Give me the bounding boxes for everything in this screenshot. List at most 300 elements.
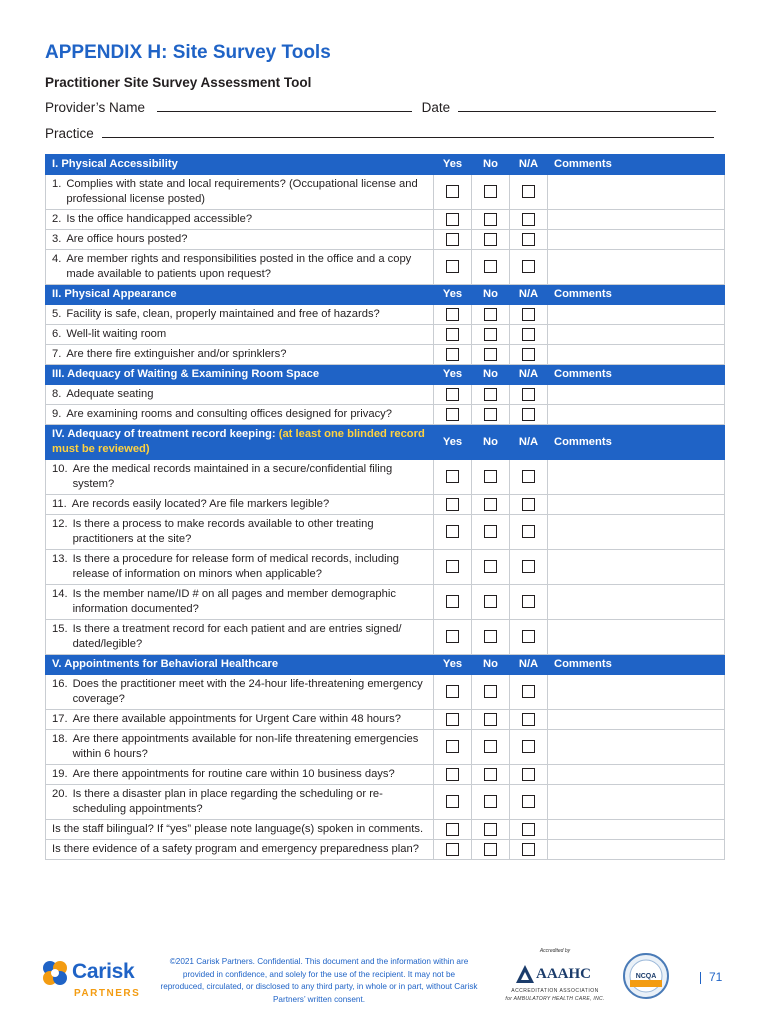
yes-checkbox[interactable] — [446, 795, 459, 808]
na-checkbox[interactable] — [522, 630, 535, 643]
question-row — [46, 730, 725, 765]
question-cell — [46, 460, 434, 495]
question-cell — [46, 345, 434, 365]
yes-checkbox[interactable] — [446, 560, 459, 573]
yes-checkbox[interactable] — [446, 328, 459, 341]
question-cell — [46, 840, 434, 860]
question-number: 10. — [52, 463, 68, 475]
question-text: Is there a procedure for release form of medical records, including release of information on minors when applicable? — [72, 553, 400, 580]
answer-cell-na — [510, 345, 548, 365]
column-header-no: No — [472, 655, 510, 675]
column-header-na: N/A — [510, 155, 548, 175]
answer-cell-yes — [434, 515, 472, 550]
date-field[interactable] — [458, 100, 716, 112]
answer-cell-na — [510, 585, 548, 620]
answer-cell-yes — [434, 765, 472, 785]
question-text: Are records easily located? Are file markers legible? — [71, 498, 330, 510]
yes-checkbox[interactable] — [446, 388, 459, 401]
answer-cell-na — [510, 515, 548, 550]
comments-cell[interactable] — [548, 345, 725, 365]
na-checkbox[interactable] — [522, 260, 535, 273]
section-title — [46, 655, 434, 675]
question-row — [46, 325, 725, 345]
answer-cell-yes — [434, 820, 472, 840]
comments-cell[interactable] — [548, 325, 725, 345]
answer-cell-no — [472, 820, 510, 840]
no-checkbox[interactable] — [484, 713, 497, 726]
question-row — [46, 305, 725, 325]
section-title-text: III. Adequacy of Waiting & Examining Room Space — [52, 368, 320, 380]
yes-checkbox[interactable] — [446, 308, 459, 321]
yes-checkbox[interactable] — [446, 348, 459, 361]
no-checkbox[interactable] — [484, 233, 497, 246]
question-number: 9. — [52, 408, 62, 420]
question-row — [46, 210, 725, 230]
section-header — [46, 425, 725, 460]
comments-cell[interactable] — [548, 305, 725, 325]
answer-cell-yes — [434, 210, 472, 230]
answer-cell-no — [472, 345, 510, 365]
question-text: Are there available appointments for Urgent Care within 48 hours? — [72, 713, 401, 725]
no-checkbox[interactable] — [484, 260, 497, 273]
carisk-logo-word: Carisk — [72, 960, 135, 983]
question-row — [46, 585, 725, 620]
column-header-comments: Comments — [548, 365, 725, 385]
question-number: 6. — [52, 328, 62, 340]
question-cell — [46, 175, 434, 210]
question-cell — [46, 820, 434, 840]
question-text: Is there a process to make records available to other treating practitioners at the site? — [72, 518, 374, 545]
question-text: Are there appointments for routine care within 10 business days? — [72, 768, 395, 780]
question-row — [46, 820, 725, 840]
section-title — [46, 155, 434, 175]
answer-cell-yes — [434, 230, 472, 250]
answer-cell-yes — [434, 675, 472, 710]
practice-field[interactable] — [102, 126, 714, 138]
question-row — [46, 620, 725, 655]
comments-cell[interactable] — [548, 585, 725, 620]
no-checkbox[interactable] — [484, 328, 497, 341]
answer-cell-no — [472, 175, 510, 210]
question-row — [46, 230, 725, 250]
na-checkbox[interactable] — [522, 470, 535, 483]
answer-cell-na — [510, 495, 548, 515]
comments-cell[interactable] — [548, 710, 725, 730]
na-checkbox[interactable] — [522, 498, 535, 511]
yes-checkbox[interactable] — [446, 823, 459, 836]
no-checkbox[interactable] — [484, 768, 497, 781]
section-header — [46, 365, 725, 385]
yes-checkbox[interactable] — [446, 260, 459, 273]
question-number: 5. — [52, 308, 62, 320]
no-checkbox[interactable] — [484, 823, 497, 836]
no-checkbox[interactable] — [484, 740, 497, 753]
answer-cell-na — [510, 210, 548, 230]
question-number: 20. — [52, 788, 68, 800]
question-text: Complies with state and local requirements? (Occupational license and professional license posted) — [66, 178, 418, 205]
practice-line — [45, 126, 714, 141]
answer-cell-na — [510, 840, 548, 860]
answer-cell-no — [472, 385, 510, 405]
question-number: 17. — [52, 713, 68, 725]
yes-checkbox[interactable] — [446, 768, 459, 781]
footer — [0, 940, 770, 1024]
column-header-no: No — [472, 155, 510, 175]
na-checkbox[interactable] — [522, 525, 535, 538]
no-checkbox[interactable] — [484, 685, 497, 698]
no-checkbox[interactable] — [484, 408, 497, 421]
na-checkbox[interactable] — [522, 560, 535, 573]
na-checkbox[interactable] — [522, 823, 535, 836]
no-checkbox[interactable] — [484, 525, 497, 538]
aaahc-accredited-label: Accredited by — [539, 948, 571, 954]
question-cell — [46, 675, 434, 710]
answer-cell-yes — [434, 585, 472, 620]
section-title-text: I. Physical Accessibility — [52, 158, 178, 170]
answer-cell-no — [472, 230, 510, 250]
comments-cell[interactable] — [548, 730, 725, 765]
comments-cell[interactable] — [548, 620, 725, 655]
provider-name-label: Provider’s Name — [45, 100, 146, 115]
question-text: Is the office handicapped accessible? — [66, 213, 253, 225]
answer-cell-na — [510, 325, 548, 345]
yes-checkbox[interactable] — [446, 740, 459, 753]
answer-cell-no — [472, 785, 510, 820]
yes-checkbox[interactable] — [446, 843, 459, 856]
answer-cell-na — [510, 730, 548, 765]
question-cell — [46, 250, 434, 285]
aaahc-logo — [500, 948, 610, 1010]
section-title — [46, 365, 434, 385]
answer-cell-yes — [434, 325, 472, 345]
answer-cell-no — [472, 550, 510, 585]
answer-cell-yes — [434, 305, 472, 325]
answer-cell-no — [472, 585, 510, 620]
column-header-no: No — [472, 425, 510, 460]
question-number: 14. — [52, 588, 68, 600]
section-header — [46, 655, 725, 675]
question-row — [46, 515, 725, 550]
answer-cell-no — [472, 620, 510, 655]
question-row — [46, 460, 725, 495]
answer-cell-na — [510, 765, 548, 785]
comments-cell[interactable] — [548, 515, 725, 550]
answer-cell-yes — [434, 620, 472, 655]
answer-cell-yes — [434, 785, 472, 820]
answer-cell-yes — [434, 250, 472, 285]
column-header-comments: Comments — [548, 655, 725, 675]
question-text: Are office hours posted? — [66, 233, 188, 245]
page-number-divider — [700, 972, 701, 984]
yes-checkbox[interactable] — [446, 498, 459, 511]
comments-cell[interactable] — [548, 175, 725, 210]
answer-cell-no — [472, 765, 510, 785]
na-checkbox[interactable] — [522, 740, 535, 753]
column-header-na: N/A — [510, 365, 548, 385]
ncqa-text: NCQA — [635, 973, 657, 980]
answer-cell-no — [472, 250, 510, 285]
question-text: Are there appointments available for non-life threatening emergencies within 6 hours? — [72, 733, 419, 760]
no-checkbox[interactable] — [484, 595, 497, 608]
question-row — [46, 765, 725, 785]
answer-cell-na — [510, 175, 548, 210]
yes-checkbox[interactable] — [446, 213, 459, 226]
question-row — [46, 495, 725, 515]
comments-cell[interactable] — [548, 550, 725, 585]
page-number-value: 71 — [709, 970, 723, 984]
answer-cell-na — [510, 305, 548, 325]
column-header-yes: Yes — [434, 365, 472, 385]
question-cell — [46, 550, 434, 585]
question-cell — [46, 325, 434, 345]
question-text: Well-lit waiting room — [66, 328, 167, 340]
question-text: Are there fire extinguisher and/or sprinklers? — [66, 348, 287, 360]
question-row — [46, 175, 725, 210]
na-checkbox[interactable] — [522, 185, 535, 198]
answer-cell-yes — [434, 460, 472, 495]
na-checkbox[interactable] — [522, 795, 535, 808]
answer-cell-no — [472, 405, 510, 425]
question-cell — [46, 385, 434, 405]
ncqa-seal — [622, 950, 670, 1006]
yes-checkbox[interactable] — [446, 470, 459, 483]
question-cell — [46, 495, 434, 515]
question-cell — [46, 620, 434, 655]
form-subtitle: Practitioner Site Survey Assessment Tool — [45, 75, 312, 90]
na-checkbox[interactable] — [522, 685, 535, 698]
answer-cell-no — [472, 515, 510, 550]
no-checkbox[interactable] — [484, 470, 497, 483]
answer-cell-yes — [434, 405, 472, 425]
question-number: 4. — [52, 253, 62, 265]
answer-cell-yes — [434, 840, 472, 860]
no-checkbox[interactable] — [484, 213, 497, 226]
na-checkbox[interactable] — [522, 843, 535, 856]
question-number: 19. — [52, 768, 68, 780]
na-checkbox[interactable] — [522, 388, 535, 401]
section-title — [46, 425, 434, 460]
question-row — [46, 345, 725, 365]
comments-cell[interactable] — [548, 820, 725, 840]
question-number: 2. — [52, 213, 62, 225]
column-header-yes: Yes — [434, 285, 472, 305]
question-cell — [46, 710, 434, 730]
section-header — [46, 155, 725, 175]
page-number — [700, 970, 722, 984]
no-checkbox[interactable] — [484, 388, 497, 401]
na-checkbox[interactable] — [522, 595, 535, 608]
answer-cell-na — [510, 620, 548, 655]
column-header-no: No — [472, 365, 510, 385]
question-cell — [46, 730, 434, 765]
answer-cell-na — [510, 820, 548, 840]
question-text: Are the medical records maintained in a secure/confidential filing system? — [72, 463, 393, 490]
question-cell — [46, 585, 434, 620]
question-row — [46, 550, 725, 585]
question-row — [46, 785, 725, 820]
comments-cell[interactable] — [548, 675, 725, 710]
answer-cell-na — [510, 785, 548, 820]
answer-cell-no — [472, 210, 510, 230]
yes-checkbox[interactable] — [446, 408, 459, 421]
yes-checkbox[interactable] — [446, 595, 459, 608]
practice-label: Practice — [45, 126, 94, 141]
na-checkbox[interactable] — [522, 328, 535, 341]
question-number: 16. — [52, 678, 68, 690]
question-cell — [46, 405, 434, 425]
no-checkbox[interactable] — [484, 843, 497, 856]
column-header-yes: Yes — [434, 425, 472, 460]
column-header-comments: Comments — [548, 285, 725, 305]
section-title-text: IV. Adequacy of treatment record keeping: — [52, 428, 276, 440]
na-checkbox[interactable] — [522, 768, 535, 781]
provider-date-line — [45, 100, 716, 115]
comments-cell[interactable] — [548, 840, 725, 860]
question-number: 15. — [52, 623, 68, 635]
answer-cell-yes — [434, 175, 472, 210]
answer-cell-yes — [434, 385, 472, 405]
answer-cell-no — [472, 840, 510, 860]
column-header-no: No — [472, 285, 510, 305]
na-checkbox[interactable] — [522, 233, 535, 246]
answer-cell-yes — [434, 550, 472, 585]
column-header-comments: Comments — [548, 425, 725, 460]
answer-cell-yes — [434, 730, 472, 765]
column-header-na: N/A — [510, 425, 548, 460]
na-checkbox[interactable] — [522, 713, 535, 726]
survey-table — [45, 154, 725, 860]
answer-cell-yes — [434, 710, 472, 730]
section-title — [46, 285, 434, 305]
carisk-logo-icon — [40, 958, 70, 988]
aaahc-triangle-icon — [515, 964, 535, 984]
aaahc-line2: for AMBULATORY HEALTH CARE, INC. — [505, 996, 605, 1002]
answer-cell-na — [510, 250, 548, 285]
question-number: 8. — [52, 388, 62, 400]
answer-cell-no — [472, 730, 510, 765]
answer-cell-no — [472, 675, 510, 710]
question-row — [46, 675, 725, 710]
answer-cell-na — [510, 710, 548, 730]
na-checkbox[interactable] — [522, 213, 535, 226]
question-cell — [46, 765, 434, 785]
question-text: Adequate seating — [66, 388, 154, 400]
question-cell — [46, 785, 434, 820]
section-title-text: II. Physical Appearance — [52, 288, 177, 300]
no-checkbox[interactable] — [484, 308, 497, 321]
question-row — [46, 840, 725, 860]
section-title-text: V. Appointments for Behavioral Healthcare — [52, 658, 279, 670]
yes-checkbox[interactable] — [446, 525, 459, 538]
answer-cell-na — [510, 385, 548, 405]
column-header-comments: Comments — [548, 155, 725, 175]
aaahc-line1: ACCREDITATION ASSOCIATION — [511, 988, 599, 994]
comments-cell[interactable] — [548, 495, 725, 515]
no-checkbox[interactable] — [484, 630, 497, 643]
question-number: 18. — [52, 733, 68, 745]
confidential-notice: ©2021 Carisk Partners. Confidential. This document and the information within are provided in confidence, and solely for the use of the recipient. It may not be reproduced, circulated, or disclosed to any third party, in whole or in part, without Carisk Partners’ written consent. — [160, 957, 478, 1004]
question-number: 7. — [52, 348, 62, 360]
yes-checkbox[interactable] — [446, 630, 459, 643]
no-checkbox[interactable] — [484, 560, 497, 573]
no-checkbox[interactable] — [484, 185, 497, 198]
comments-cell[interactable] — [548, 230, 725, 250]
yes-checkbox[interactable] — [446, 233, 459, 246]
na-checkbox[interactable] — [522, 348, 535, 361]
aaahc-name: AAAHC — [536, 966, 591, 982]
question-number: 11. — [52, 498, 67, 510]
question-text: Is there evidence of a safety program and emergency preparedness plan? — [52, 843, 419, 855]
answer-cell-no — [472, 495, 510, 515]
answer-cell-no — [472, 460, 510, 495]
no-checkbox[interactable] — [484, 795, 497, 808]
question-text: Is the member name/ID # on all pages and member demographic information documented? — [72, 588, 396, 615]
column-header-yes: Yes — [434, 655, 472, 675]
date-label: Date — [421, 100, 451, 115]
answer-cell-no — [472, 710, 510, 730]
question-row — [46, 710, 725, 730]
yes-checkbox[interactable] — [446, 685, 459, 698]
yes-checkbox[interactable] — [446, 185, 459, 198]
comments-cell[interactable] — [548, 785, 725, 820]
question-row — [46, 250, 725, 285]
carisk-logo — [40, 958, 150, 998]
provider-name-field[interactable] — [157, 100, 412, 112]
column-header-na: N/A — [510, 655, 548, 675]
answer-cell-na — [510, 550, 548, 585]
question-text: Is the staff bilingual? If “yes” please note language(s) spoken in comments. — [52, 823, 424, 835]
question-row — [46, 405, 725, 425]
question-number: 1. — [52, 178, 62, 190]
na-checkbox[interactable] — [522, 308, 535, 321]
page-title: APPENDIX H: Site Survey Tools — [45, 42, 331, 63]
na-checkbox[interactable] — [522, 408, 535, 421]
question-cell — [46, 230, 434, 250]
question-text: Is there a treatment record for each patient and are entries signed/ dated/legible? — [72, 623, 402, 650]
comments-cell[interactable] — [548, 210, 725, 230]
question-number: 13. — [52, 553, 68, 565]
question-text: Does the practitioner meet with the 24-hour life-threatening emergency coverage? — [72, 678, 423, 705]
question-cell — [46, 210, 434, 230]
column-header-yes: Yes — [434, 155, 472, 175]
carisk-logo-sub: PARTNERS — [74, 988, 141, 999]
section-note: (at least one blinded record must be reviewed) — [52, 428, 425, 455]
comments-cell[interactable] — [548, 385, 725, 405]
answer-cell-yes — [434, 345, 472, 365]
question-number: 12. — [52, 518, 68, 530]
comments-cell[interactable] — [548, 250, 725, 285]
question-cell — [46, 515, 434, 550]
comments-cell[interactable] — [548, 405, 725, 425]
answer-cell-no — [472, 325, 510, 345]
question-text: Is there a disaster plan in place regarding the scheduling or re-scheduling appointments? — [72, 788, 383, 815]
question-text: Are member rights and responsibilities posted in the office and a copy made available to patients upon request? — [66, 253, 412, 280]
section-header — [46, 285, 725, 305]
answer-cell-no — [472, 305, 510, 325]
answer-cell-na — [510, 405, 548, 425]
question-text: Are examining rooms and consulting offices designed for privacy? — [66, 408, 392, 420]
column-header-na: N/A — [510, 285, 548, 305]
question-text: Facility is safe, clean, properly maintained and free of hazards? — [66, 308, 380, 320]
no-checkbox[interactable] — [484, 498, 497, 511]
question-row — [46, 385, 725, 405]
question-number: 3. — [52, 233, 62, 245]
answer-cell-na — [510, 460, 548, 495]
yes-checkbox[interactable] — [446, 713, 459, 726]
no-checkbox[interactable] — [484, 348, 497, 361]
comments-cell[interactable] — [548, 460, 725, 495]
comments-cell[interactable] — [548, 765, 725, 785]
